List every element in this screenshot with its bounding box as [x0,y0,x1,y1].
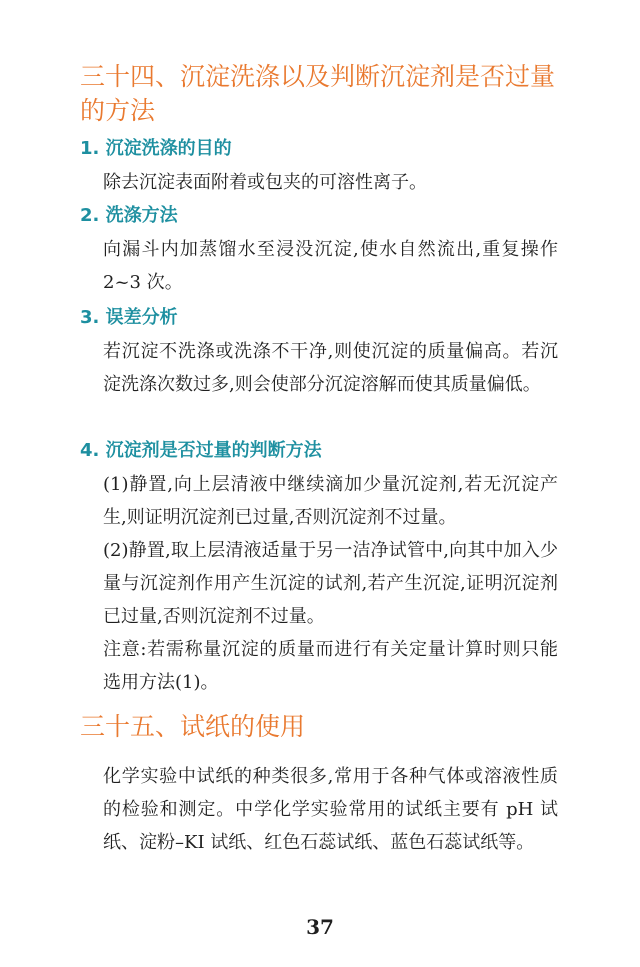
paragraph-4b: (2)静置,取上层清液适量于另一洁净试管中,向其中加入少量与沉淀剂作用产生沉淀的试剂,若产生沉淀,证明沉淀剂已过量,否则沉淀剂不过量。 [103,540,558,627]
paragraph-1: 除去沉淀表面附着或包夹的可溶性离子。 [103,172,427,193]
subheading-4: 4. 沉淀剂是否过量的判断方法 [80,440,322,461]
paragraph-4a: (1)静置,向上层清液中继续滴加少量沉淀剂,若无沉淀产生,则证明沉淀剂已过量,否则沉淀剂不过量。 [103,474,558,528]
note-paragraph: 注意:若需称量沉淀的质量而进行有关定量计算时则只能选用方法(1)。 [103,639,558,693]
paragraph-5: 化学实验中试纸的种类很多,常用于各种气体或溶液性质的检验和测定。中学化学实验常用的试纸主要有 pH 试纸、淀粉–KI 试纸、红色石蕊试纸、蓝色石蕊试纸等。 [103,766,558,853]
subheading-2: 2. 洗涤方法 [80,205,178,226]
section-34-title: 三十四、沉淀洗涤以及判断沉淀剂是否过量的方法 [80,62,556,125]
subheading-3: 3. 误差分析 [80,307,178,328]
section-35-title: 三十五、试纸的使用 [80,712,306,741]
paragraph-2: 向漏斗内加蒸馏水至浸没沉淀,使水自然流出,重复操作 2~3 次。 [103,239,558,293]
paragraph-3: 若沉淀不洗涤或洗涤不干净,则使沉淀的质量偏高。若沉淀洗涤次数过多,则会使部分沉淀溶解而使其质量偏低。 [103,341,558,395]
subheading-1: 1. 沉淀洗涤的目的 [80,138,232,159]
page-number: 37 [306,915,334,939]
